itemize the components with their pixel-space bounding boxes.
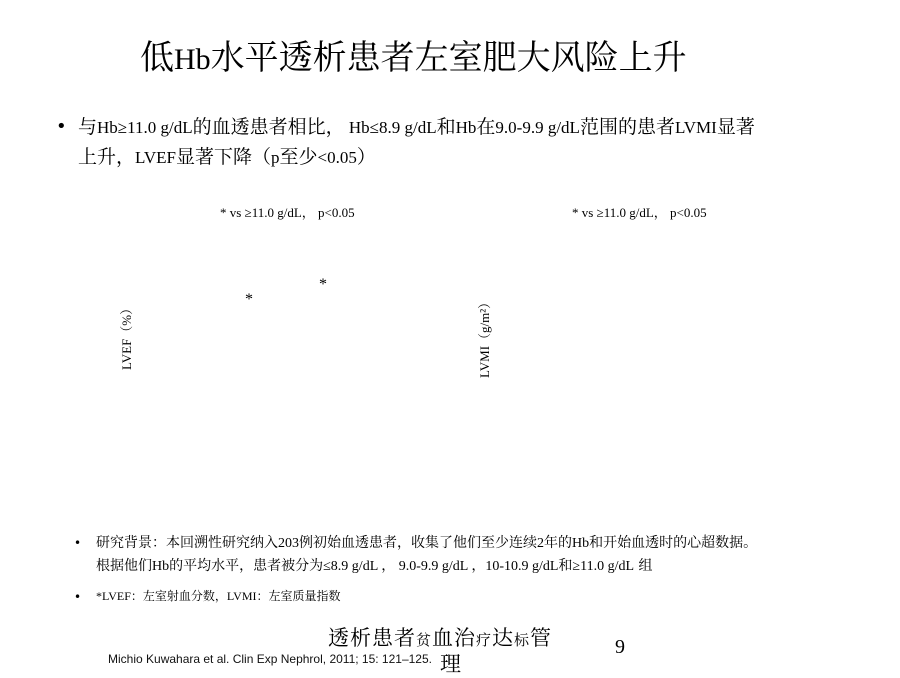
text-run: 和开始血透时的心超数据。 xyxy=(589,535,758,551)
significance-star: * xyxy=(245,291,253,308)
text-run: Hb≤8.9 g/dL xyxy=(344,118,437,137)
text-run: 203 xyxy=(278,536,299,551)
text-run: 和 xyxy=(558,558,573,574)
main-bullet-line-2 xyxy=(78,142,376,169)
text-run: ） xyxy=(356,146,376,168)
text-run: 组 xyxy=(634,558,653,574)
text-run: *LVEF xyxy=(96,589,131,603)
text-run: 根据他们 xyxy=(96,558,152,574)
bullet-dot: • xyxy=(74,536,82,550)
bullet-dot: • xyxy=(56,116,67,137)
text-run: 显著下降（ xyxy=(175,146,271,168)
chart-right-significance-note: * vs ≥11.0 g/dL， p<0.05 xyxy=(572,205,707,220)
text-run: 至少 xyxy=(279,146,318,168)
bullet-dot: • xyxy=(74,590,82,604)
text-run: Hb xyxy=(455,118,477,137)
background-line-1 xyxy=(96,532,757,552)
text-run: ：左室质量指数 xyxy=(256,589,341,603)
text-run: LVMI xyxy=(674,118,717,137)
text-run: ≥11.0 g/dL xyxy=(572,559,635,574)
background-line-2 xyxy=(96,555,652,575)
text-run: 2 xyxy=(537,536,544,551)
main-bullet-line-1 xyxy=(78,112,755,139)
wm-part: 管 xyxy=(530,626,553,650)
text-run: p xyxy=(270,148,280,167)
text-run: 例初始血透患者，收集了他们至少连续 xyxy=(299,535,537,551)
text-run: LVMI xyxy=(226,589,257,603)
text-run: 9.0-9.9 g/dL xyxy=(495,118,580,137)
text-run: Hb≥11.0 g/dL xyxy=(97,118,193,137)
text-run: Hb xyxy=(152,559,170,574)
text-run: 和 xyxy=(436,116,456,138)
chart-left-y-axis-label: LVEF（%） xyxy=(119,301,134,370)
text-run: LVEF xyxy=(135,148,176,167)
text-run: 与 xyxy=(78,116,98,138)
text-run: 在 xyxy=(476,116,496,138)
wm-part: 疗 xyxy=(476,631,493,649)
text-run: 显著 xyxy=(716,116,755,138)
wm-part: 贫 xyxy=(416,631,433,649)
chart-right-y-axis-label: LVMI（g/m²） xyxy=(477,295,492,378)
wm-part: 血治 xyxy=(432,626,477,650)
text-run: 范围的患者 xyxy=(579,116,675,138)
wm-part: 标 xyxy=(514,631,531,649)
wm-part: 透析患者 xyxy=(328,626,416,650)
title-part-1: 低 xyxy=(140,38,174,78)
wm-part: 达 xyxy=(492,626,515,650)
text-run: 上升， xyxy=(78,146,136,168)
text-run: 年的 xyxy=(544,535,572,551)
title-part-3: 水平透析患者左室肥大风险上升 xyxy=(210,38,687,78)
footer-watermark-line-2: 理 xyxy=(440,652,461,676)
text-run: ≤8.9 g/dL ， 9.0-9.9 g/dL ，10-10.9 g/dL xyxy=(323,559,559,574)
text-run: ：左室射血分数， xyxy=(130,589,227,603)
text-run: 的血透患者相比， xyxy=(192,116,345,138)
title-hb: Hb xyxy=(174,43,211,76)
abbreviation-line xyxy=(96,587,341,604)
citation: Michio Kuwahara et al. Clin Exp Nephrol, 2011; 15: 121–125. xyxy=(108,652,432,666)
text-run: Hb xyxy=(572,536,590,551)
text-run: 研究背景：本回溯性研究纳入 xyxy=(96,535,278,551)
page-number: 9 xyxy=(615,636,625,658)
text-run: <0.05 xyxy=(317,148,357,167)
slide-title xyxy=(140,30,687,79)
significance-star: * xyxy=(319,276,327,293)
text-run: 的平均水平，患者被分为 xyxy=(169,558,324,574)
chart-left-significance-note: * vs ≥11.0 g/dL， p<0.05 xyxy=(220,205,355,220)
